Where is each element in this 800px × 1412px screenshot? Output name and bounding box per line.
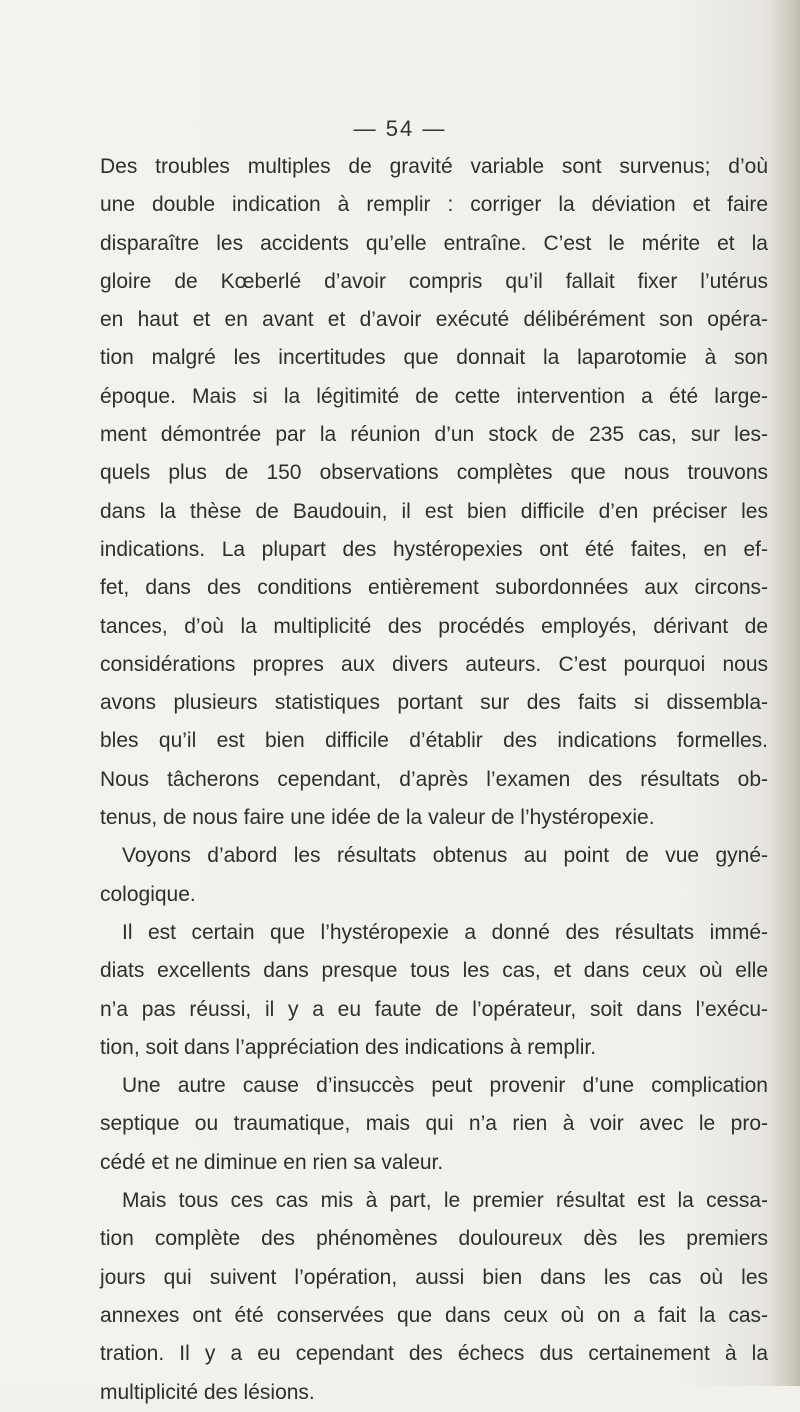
body-text [100,148,768,1412]
page-number: — 54 — [353,116,447,141]
text-line: tenus, de nous faire une idée de la valeur de l’hystéropexie. [100,806,655,830]
text-line: tion malgré les incertitudes que donnait la laparotomie à son [100,346,768,370]
text-line: époque. Mais si la légitimité de cette intervention a été large- [100,384,768,408]
text-line: Mais tous ces cas mis à part, le premier résultat est la cessa- [122,1189,768,1213]
text-line: considérations propres aux divers auteurs. C’est pourquoi nous [100,652,768,676]
text-line: diats excellents dans presque tous les cas, et dans ceux où elle [100,959,768,983]
text-line: dans la thèse de Baudouin, il est bien difficile d’en préciser les [100,499,768,523]
text-line: tration. Il y a eu cependant des échecs dus certainement à la [100,1342,768,1366]
text-line: avons plusieurs statistiques portant sur des faits si dissembla- [100,691,768,715]
text-line: disparaître les accidents qu’elle entraîne. C’est le mérite et la [100,231,768,255]
text-line: cédé et ne diminue en rien sa valeur. [100,1150,444,1174]
text-line: fet, dans des conditions entièrement subordonnées aux circons- [100,576,768,600]
text-line: tances, d’où la multiplicité des procédés employés, dérivant de [100,614,768,638]
text-line: Il est certain que l’hystéropexie a donné des résultats immé- [122,920,768,944]
text-line: annexes ont été conservées que dans ceux où on a fait la cas- [100,1303,768,1327]
text-line: une double indication à remplir : corriger la déviation et faire [100,193,768,217]
text-line: indications. La plupart des hystéropexies ont été faites, en ef- [100,537,768,561]
text-line: cologique. [100,882,196,906]
text-line: ment démontrée par la réunion d’un stock de 235 cas, sur les- [100,423,768,447]
text-line: Une autre cause d’insuccès peut provenir d’une complication [122,1074,768,1098]
text-line: n’a pas réussi, il y a eu faute de l’opérateur, soit dans l’exécu- [100,997,768,1021]
text-line: multiplicité des lésions. [100,1380,315,1404]
text-line: bles qu’il est bien difficile d’établir des indications formelles. [100,729,768,753]
text-line: septique ou traumatique, mais qui n’a rien à voir avec le pro- [100,1112,768,1136]
page-edge-shadow [770,0,800,1386]
text-line: gloire de Kœberlé d’avoir compris qu’il fallait fixer l’utérus [100,269,768,293]
text-line: Voyons d’abord les résultats obtenus au point de vue gyné- [122,844,768,868]
text-line: tion, soit dans l’appréciation des indications à remplir. [100,1035,597,1059]
text-line: en haut et en avant et d’avoir exécuté délibérément son opéra- [100,308,768,332]
text-line: Nous tâcherons cependant, d’après l’examen des résultats ob- [100,767,768,791]
text-line: jours qui suivent l’opération, aussi bien dans les cas où les [100,1265,768,1289]
text-line: tion complète des phénomènes douloureux dès les premiers [100,1227,768,1251]
text-line: Des troubles multiples de gravité variable sont survenus; d’où [100,155,768,178]
text-line: quels plus de 150 observations complètes que nous trouvons [100,461,768,485]
